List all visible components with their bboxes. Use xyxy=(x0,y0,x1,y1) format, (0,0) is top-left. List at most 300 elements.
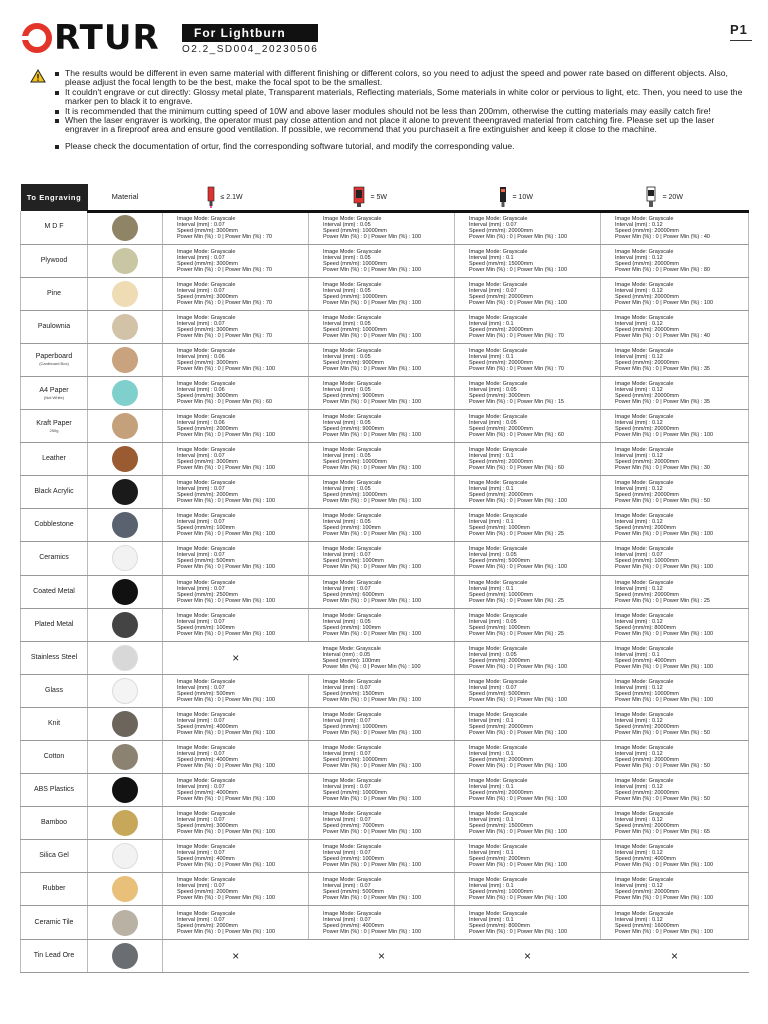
table-row xyxy=(21,509,749,542)
setting-line: Speed (mm/m): 2000mm xyxy=(177,492,238,499)
settings-cell xyxy=(455,840,601,873)
setting-line: Interval (mm) : 0.12 xyxy=(615,717,663,724)
setting-line: Speed (mm/m): 8000mm xyxy=(469,922,530,929)
setting-line: Interval (mm) : 0.12 xyxy=(615,817,663,824)
material-image-cell xyxy=(88,807,163,840)
setting-line: Speed (mm/m): 20000mm xyxy=(615,459,679,466)
setting-line: Image Mode: Grayscale xyxy=(323,447,382,454)
material-name-text: ABS Plastics xyxy=(33,786,75,794)
setting-line: Power Min (%) : 0 | Power Min (%) : 35 xyxy=(615,365,710,372)
setting-line: Speed (mm/m): 20000mm xyxy=(615,293,679,300)
setting-line: Interval (mm) : 0.07 xyxy=(177,552,225,559)
setting-line: Image Mode: Grayscale xyxy=(177,414,236,421)
setting-line: Power Min (%) : 0 | Power Min (%) : 100 xyxy=(323,465,422,472)
setting-line: Interval (mm) : 0.12 xyxy=(615,420,663,427)
settings-cell xyxy=(601,575,749,608)
setting-line: Power Min (%) : 0 | Power Min (%) : 70 xyxy=(469,365,564,372)
setting-line: Speed (mm/m): 20000mm xyxy=(615,326,679,333)
setting-line: Speed (mm/m): 2000mm xyxy=(177,426,238,433)
setting-line: Speed (mm/m): 3000mm xyxy=(177,326,238,333)
setting-line: Interval (mm) : 0.12 xyxy=(615,883,663,890)
setting-line: Power Min (%) : 0 | Power Min (%) : 100 xyxy=(323,332,422,339)
notes-section xyxy=(30,69,750,151)
setting-line: Image Mode: Grayscale xyxy=(177,711,236,718)
setting-line: Power Min (%) : 0 | Power Min (%) : 100 xyxy=(323,829,422,836)
setting-line: Power Min (%) : 0 | Power Min (%) : 100 xyxy=(469,564,568,571)
setting-line: Interval (mm) : 0.05 xyxy=(469,552,517,559)
table-row xyxy=(21,277,749,310)
material-image-cell xyxy=(88,840,163,873)
setting-line: Power Min (%) : 0 | Power Min (%) : 40 xyxy=(615,234,710,241)
setting-line: Speed (mm/m): 100mm xyxy=(323,624,381,631)
setting-line: Image Mode: Grayscale xyxy=(615,645,674,652)
col-header-power-4 xyxy=(601,184,749,211)
table-row xyxy=(21,410,749,443)
setting-line: Interval (mm) : 0.07 xyxy=(323,552,371,559)
setting-line: Image Mode: Grayscale xyxy=(469,281,528,288)
material-swatch xyxy=(112,446,138,472)
setting-line: Image Mode: Grayscale xyxy=(323,314,382,321)
material-name xyxy=(21,674,88,707)
setting-line: Interval (mm) : 0.07 xyxy=(469,222,517,229)
setting-line: Speed (mm/m): 3000mm xyxy=(177,228,238,235)
setting-line: Speed (mm/m): 100mm xyxy=(323,525,381,532)
not-supported-mark: × xyxy=(455,939,601,972)
setting-line: Image Mode: Grayscale xyxy=(615,579,674,586)
setting-line: Power Min (%) : 0 | Power Min (%) : 50 xyxy=(615,498,710,505)
setting-line: Interval (mm) : 0.06 xyxy=(177,353,225,360)
page-number-underline xyxy=(730,40,752,41)
material-image-cell xyxy=(88,277,163,310)
settings-cell xyxy=(309,277,455,310)
setting-line: Interval (mm) : 0.05 xyxy=(323,486,371,493)
setting-line: Image Mode: Grayscale xyxy=(615,711,674,718)
setting-line: Power Min (%) : 0 | Power Min (%) : 100 xyxy=(469,663,568,670)
setting-line: Interval (mm) : 0.12 xyxy=(615,916,663,923)
laser-module-icon xyxy=(207,186,215,208)
setting-line: Interval (mm) : 0.05 xyxy=(322,651,371,658)
setting-line: Interval (mm) : 0.07 xyxy=(177,751,225,758)
setting-line: Power Min (%) : 0 | Power Min (%) : 100 xyxy=(177,928,276,935)
setting-line: Interval (mm) : 0.12 xyxy=(615,784,663,791)
setting-line: Interval (mm) : 0.07 xyxy=(615,552,663,559)
setting-line: Power Min (%) : 0 | Power Min (%) : 100 xyxy=(469,299,568,306)
setting-line: Speed (mm/m): 10000mm xyxy=(323,228,387,235)
setting-line: Speed (mm/m): 20000mm xyxy=(615,492,679,499)
material-name-text: Cobblestone xyxy=(34,521,74,529)
setting-line: Image Mode: Grayscale xyxy=(177,513,236,520)
settings-cell xyxy=(309,608,455,641)
setting-line: Image Mode: Grayscale xyxy=(469,447,528,454)
table-row xyxy=(21,741,749,774)
setting-line: Power Min (%) : 0 | Power Min (%) : 70 xyxy=(177,234,272,241)
settings-cell xyxy=(163,674,309,707)
material-image-cell xyxy=(88,608,163,641)
material-image-cell xyxy=(88,376,163,409)
setting-line: Power Min (%) : 0 | Power Min (%) : 100 xyxy=(177,564,276,571)
material-name-text: Leather xyxy=(42,455,66,463)
logo-o-mark xyxy=(22,23,52,53)
setting-line: Image Mode: Grayscale xyxy=(615,778,674,785)
setting-line: Speed (mm/m): 20000mm xyxy=(615,757,679,764)
settings-cell xyxy=(601,410,749,443)
settings-cell xyxy=(601,774,749,807)
setting-line: Interval (mm) : 0.12 xyxy=(615,320,663,327)
not-supported-mark: × xyxy=(163,641,309,674)
material-name xyxy=(21,575,88,608)
setting-line: Power Min (%) : 0 | Power Min (%) : 40 xyxy=(615,332,710,339)
settings-cell xyxy=(455,906,601,939)
setting-line: Power Min (%) : 0 | Power Min (%) : 100 xyxy=(615,696,714,703)
material-swatch xyxy=(112,479,138,505)
setting-line: Interval (mm) : 0.07 xyxy=(323,585,371,592)
setting-line: Power Min (%) : 0 | Power Min (%) : 100 xyxy=(469,862,568,869)
settings-cell xyxy=(601,741,749,774)
setting-line: Image Mode: Grayscale xyxy=(469,645,528,652)
setting-line: Power Min (%) : 0 | Power Min (%) : 100 xyxy=(323,597,422,604)
setting-line: Image Mode: Grayscale xyxy=(469,844,528,851)
table-row xyxy=(21,542,749,575)
material-swatch xyxy=(112,876,138,902)
setting-line: Speed (mm/m): 20000mm xyxy=(615,591,679,598)
material-name xyxy=(21,542,88,575)
setting-line: Interval (mm) : 0.07 xyxy=(177,784,225,791)
settings-cell xyxy=(455,410,601,443)
settings-cell xyxy=(163,211,309,244)
setting-line: Power Min (%) : 0 | Power Min (%) : 100 xyxy=(615,663,714,670)
setting-line: Interval (mm) : 0.12 xyxy=(615,751,663,758)
setting-line: Image Mode: Grayscale xyxy=(323,248,382,255)
setting-line: Speed (mm/m): 15000mm xyxy=(469,260,533,267)
material-note: 250g xyxy=(49,427,59,433)
setting-line: Image Mode: Grayscale xyxy=(469,778,528,785)
setting-line: Power Min (%) : 0 | Power Min (%) : 25 xyxy=(615,597,710,604)
settings-cell xyxy=(309,774,455,807)
setting-line: Power Min (%) : 0 | Power Min (%) : 100 xyxy=(323,498,422,505)
setting-line: Image Mode: Grayscale xyxy=(615,811,674,818)
material-image-cell xyxy=(88,575,163,608)
setting-line: Power Min (%) : 0 | Power Min (%) : 100 xyxy=(615,299,714,306)
setting-line: Image Mode: Grayscale xyxy=(177,811,236,818)
setting-line: Speed (mm/m): 7000mm xyxy=(323,823,384,830)
setting-line: Interval (mm) : 0.07 xyxy=(177,287,225,294)
setting-line: Image Mode: Grayscale xyxy=(469,347,528,354)
setting-line: Speed (mm/m): 20000mm xyxy=(469,228,533,235)
setting-line: Image Mode: Grayscale xyxy=(177,745,236,752)
setting-line: Interval (mm) : 0.07 xyxy=(177,916,225,923)
setting-line: Image Mode: Grayscale xyxy=(177,248,236,255)
setting-line: Interval (mm) : 0.1 xyxy=(469,784,514,791)
setting-line: Image Mode: Grayscale xyxy=(469,480,528,487)
setting-line: Interval (mm) : 0.05 xyxy=(323,287,371,294)
setting-line: Interval (mm) : 0.1 xyxy=(469,519,514,526)
setting-line: Interval (mm) : 0.12 xyxy=(615,585,663,592)
setting-line: Speed (mm/m): 9000mm xyxy=(323,359,384,366)
table-row xyxy=(21,674,749,707)
setting-line: Image Mode: Grayscale xyxy=(323,678,382,685)
setting-line: Image Mode: Grayscale xyxy=(177,678,236,685)
setting-line: Interval (mm) : 0.1 xyxy=(469,453,514,460)
material-name xyxy=(21,509,88,542)
setting-line: Image Mode: Grayscale xyxy=(469,381,528,388)
settings-cell xyxy=(455,509,601,542)
material-image-cell xyxy=(88,674,163,707)
setting-line: Interval (mm) : 0.07 xyxy=(177,717,225,724)
setting-line: Image Mode: Grayscale xyxy=(177,844,236,851)
settings-cell xyxy=(163,509,309,542)
material-name xyxy=(21,277,88,310)
setting-line: Speed (mm/m): 100mm xyxy=(177,624,235,631)
material-image-cell xyxy=(88,211,163,244)
setting-line: Image Mode: Grayscale xyxy=(177,778,236,785)
setting-line: Power Min (%) : 0 | Power Min (%) : 25 xyxy=(469,630,564,637)
settings-cell xyxy=(163,244,309,277)
setting-line: Speed (mm/m): 9000mm xyxy=(323,426,384,433)
material-swatch xyxy=(112,545,138,571)
setting-line: Image Mode: Grayscale xyxy=(615,381,674,388)
setting-line: Image Mode: Grayscale xyxy=(469,579,528,586)
setting-line: Speed (mm/m): 4000mm xyxy=(177,723,238,730)
note-2: It couldn't engrave or cut directly: Glossy metal plate, Transparent materials, Reflecting materials, Some materials in white color or pervious to light, etc. Then, you need to use the marker pen to black it to engrave. xyxy=(30,88,750,107)
settings-cell xyxy=(601,641,749,674)
setting-line: Power Min (%) : 0 | Power Min (%) : 100 xyxy=(615,895,714,902)
setting-line: Power Min (%) : 0 | Power Min (%) : 50 xyxy=(615,729,710,736)
setting-line: Speed (mm/m): 4000mm xyxy=(615,856,676,863)
setting-line: Speed (mm/m): 10000mm xyxy=(323,326,387,333)
setting-line: Speed (mm/m): 20000mm xyxy=(615,393,679,400)
settings-cell xyxy=(163,873,309,906)
setting-line: Image Mode: Grayscale xyxy=(323,612,382,619)
setting-line: Speed (mm/m): 5000mm xyxy=(323,889,384,896)
setting-line: Power Min (%) : 0 | Power Min (%) : 100 xyxy=(177,531,276,538)
setting-line: Image Mode: Grayscale xyxy=(322,645,381,652)
setting-line: Image Mode: Grayscale xyxy=(323,546,382,553)
setting-line: Interval (mm) : 0.07 xyxy=(177,254,225,261)
setting-line: Image Mode: Grayscale xyxy=(469,314,528,321)
setting-line: Speed (mm/m): 20000mm xyxy=(469,790,533,797)
note-4: When the laser engraver is working, the operator must pay close attention and not place it alone to prevent theengraved material from catching fire. Please set up the laser engraver in a fireproof area and ensure good ventilation. If possible, we recommend that you purchaseit a fire extinguisher and keep it close to the machine. xyxy=(30,116,750,135)
material-name xyxy=(21,244,88,277)
setting-line: Speed (mm/m): 500mm xyxy=(177,690,235,697)
setting-line: Power Min (%) : 0 | Power Min (%) : 100 xyxy=(615,531,714,538)
setting-line: Image Mode: Grayscale xyxy=(469,248,528,255)
material-image-cell xyxy=(88,542,163,575)
material-name-text: Knit xyxy=(47,719,61,727)
setting-line: Speed (mm/m): 20000mm xyxy=(469,293,533,300)
settings-cell xyxy=(163,575,309,608)
settings-cell xyxy=(163,476,309,509)
setting-line: Power Min (%) : 0 | Power Min (%) : 100 xyxy=(323,630,422,637)
material-name-text: Ceramics xyxy=(39,554,69,562)
setting-line: Power Min (%) : 0 | Power Min (%) : 100 xyxy=(469,829,568,836)
setting-line: Image Mode: Grayscale xyxy=(615,216,674,223)
setting-line: Speed (mm/m): 9000mm xyxy=(323,393,384,400)
setting-line: Speed (mm/m): 2000mm xyxy=(177,922,238,929)
setting-line: Speed (mm/m): 10000mm xyxy=(615,690,679,697)
settings-cell xyxy=(601,906,749,939)
setting-line: Power Min (%) : 0 | Power Min (%) : 100 xyxy=(177,597,276,604)
setting-line: Interval (mm) : 0.05 xyxy=(323,320,371,327)
laser-module-icon xyxy=(645,186,657,208)
setting-line: Power Min (%) : 0 | Power Min (%) : 100 xyxy=(177,498,276,505)
laser-module-icon xyxy=(353,186,365,208)
setting-line: Interval (mm) : 0.07 xyxy=(177,320,225,327)
material-swatch xyxy=(112,248,138,274)
setting-line: Speed (mm/m): 20000mm xyxy=(469,492,533,499)
setting-line: Speed (mm/m): 5000mm xyxy=(469,690,530,697)
setting-line: Image Mode: Grayscale xyxy=(469,546,528,553)
setting-line: Interval (mm) : 0.1 xyxy=(469,320,514,327)
setting-line: Image Mode: Grayscale xyxy=(615,546,674,553)
material-name-text: Tin Lead Ore xyxy=(33,951,75,959)
table-header-row xyxy=(21,184,749,211)
settings-cell xyxy=(601,476,749,509)
setting-line: Speed (mm/m): 20000mm xyxy=(615,790,679,797)
setting-line: Image Mode: Grayscale xyxy=(615,910,674,917)
setting-line: Power Min (%) : 0 | Power Min (%) : 70 xyxy=(469,332,564,339)
settings-cell xyxy=(163,608,309,641)
settings-cell xyxy=(163,277,309,310)
setting-line: Image Mode: Grayscale xyxy=(323,414,382,421)
setting-line: Power Min (%) : 0 | Power Min (%) : 65 xyxy=(615,829,710,836)
material-name xyxy=(21,211,88,244)
settings-cell xyxy=(455,873,601,906)
setting-line: Speed (mm/m): 20000mm xyxy=(615,426,679,433)
settings-cell xyxy=(601,608,749,641)
setting-line: Power Min (%) : 0 | Power Min (%) : 100 xyxy=(323,299,422,306)
setting-line: Interval (mm) : 0.07 xyxy=(469,684,517,691)
material-image-cell xyxy=(88,509,163,542)
settings-cell xyxy=(455,211,601,244)
setting-line: Power Min (%) : 0 | Power Min (%) : 100 xyxy=(177,630,276,637)
material-note: (Not White) xyxy=(43,394,65,400)
setting-line: Power Min (%) : 0 | Power Min (%) : 100 xyxy=(469,696,568,703)
material-name xyxy=(21,608,88,641)
material-name xyxy=(21,774,88,807)
setting-line: Image Mode: Grayscale xyxy=(177,314,236,321)
setting-line: Interval (mm) : 0.05 xyxy=(469,651,517,658)
setting-line: Image Mode: Grayscale xyxy=(323,745,382,752)
setting-line: Interval (mm) : 0.1 xyxy=(469,486,514,493)
settings-cell xyxy=(163,343,309,376)
setting-line: Interval (mm) : 0.1 xyxy=(469,850,514,857)
material-swatch xyxy=(112,281,138,307)
setting-line: Image Mode: Grayscale xyxy=(615,745,674,752)
material-swatch xyxy=(112,645,138,671)
settings-cell xyxy=(455,774,601,807)
settings-cell xyxy=(601,310,749,343)
material-name-text: Paperboard xyxy=(35,353,73,361)
material-image-cell xyxy=(88,774,163,807)
material-image-cell xyxy=(88,310,163,343)
setting-line: Speed (mm/m): 15000mm xyxy=(469,823,533,830)
setting-line: Speed (mm/m): 20000mm xyxy=(469,723,533,730)
material-swatch xyxy=(112,612,138,638)
power-label-3: = 10W xyxy=(512,193,533,201)
settings-cell xyxy=(601,211,749,244)
setting-line: Image Mode: Grayscale xyxy=(323,347,382,354)
setting-line: Power Min (%) : 0 | Power Min (%) : 60 xyxy=(469,465,564,472)
setting-line: Speed (mm/m): 2000mm xyxy=(469,856,530,863)
material-name-text: Ceramic Tile xyxy=(34,918,74,926)
settings-cell xyxy=(309,376,455,409)
settings-cell xyxy=(163,807,309,840)
material-swatch xyxy=(112,678,138,704)
setting-line: Speed (mm/m): 100mm xyxy=(322,657,381,664)
table-row xyxy=(21,707,749,740)
setting-line: Interval (mm) : 0.07 xyxy=(323,817,371,824)
setting-line: Interval (mm) : 0.1 xyxy=(615,651,660,658)
setting-line: Speed (mm/m): 3000mm xyxy=(177,823,238,830)
setting-line: Image Mode: Grayscale xyxy=(615,877,674,884)
setting-line: Power Min (%) : 0 | Power Min (%) : 100 xyxy=(469,234,568,241)
material-name xyxy=(21,310,88,343)
logo-text: RTUR xyxy=(54,18,160,58)
setting-line: Interval (mm) : 0.12 xyxy=(615,353,663,360)
setting-line: Speed (mm/m): 10000mm xyxy=(323,790,387,797)
setting-line: Image Mode: Grayscale xyxy=(615,678,674,685)
settings-cell xyxy=(455,641,601,674)
setting-line: Interval (mm) : 0.07 xyxy=(323,850,371,857)
setting-line: Interval (mm) : 0.07 xyxy=(177,883,225,890)
setting-line: Power Min (%) : 0 | Power Min (%) : 100 xyxy=(323,266,422,273)
setting-line: Power Min (%) : 0 | Power Min (%) : 100 xyxy=(469,796,568,803)
table-row xyxy=(21,774,749,807)
setting-line: Interval (mm) : 0.05 xyxy=(323,353,371,360)
setting-line: Speed (mm/m): 10000mm xyxy=(323,492,387,499)
setting-line: Interval (mm) : 0.12 xyxy=(615,387,663,394)
setting-line: Image Mode: Grayscale xyxy=(615,513,674,520)
setting-line: Power Min (%) : 0 | Power Min (%) : 100 xyxy=(469,895,568,902)
setting-line: Interval (mm) : 0.05 xyxy=(469,387,517,394)
settings-cell xyxy=(601,674,749,707)
setting-line: Interval (mm) : 0.05 xyxy=(323,254,371,261)
setting-line: Interval (mm) : 0.05 xyxy=(323,222,371,229)
setting-line: Image Mode: Grayscale xyxy=(323,844,382,851)
note-3: It is recommended that the minimum cutting speed of 10W and above laser modules should not be less than 200mm, otherwise the cutting materials may easily catch fire! xyxy=(30,107,750,116)
material-name xyxy=(21,707,88,740)
setting-line: Speed (mm/m): 20000mm xyxy=(469,426,533,433)
power-label-4: = 20W xyxy=(662,193,683,201)
material-name-text: Glass xyxy=(45,686,63,694)
setting-line: Image Mode: Grayscale xyxy=(469,877,528,884)
setting-line: Interval (mm) : 0.12 xyxy=(615,453,663,460)
setting-line: Speed (mm/m): 20000mm xyxy=(615,823,679,830)
material-name xyxy=(21,873,88,906)
setting-line: Speed (mm/m): 100mm xyxy=(177,525,235,532)
settings-cell xyxy=(163,774,309,807)
setting-line: Interval (mm) : 0.1 xyxy=(469,717,514,724)
material-name-text: Coated Metal xyxy=(33,587,75,595)
setting-line: Interval (mm) : 0.06 xyxy=(177,387,225,394)
material-name xyxy=(21,343,88,376)
settings-cell xyxy=(601,509,749,542)
table-row xyxy=(21,211,749,244)
setting-line: Speed (mm/m): 20000mm xyxy=(615,359,679,366)
setting-line: Interval (mm) : 0.07 xyxy=(177,486,225,493)
material-name xyxy=(21,443,88,476)
setting-line: Interval (mm) : 0.07 xyxy=(323,784,371,791)
settings-cell xyxy=(455,310,601,343)
setting-line: Interval (mm) : 0.07 xyxy=(323,751,371,758)
settings-cell xyxy=(309,443,455,476)
setting-line: Interval (mm) : 0.07 xyxy=(323,717,371,724)
settings-cell xyxy=(309,244,455,277)
col-header-to-engraving: To Engraving xyxy=(21,184,88,211)
setting-line: Power Min (%) : 0 | Power Min (%) : 100 xyxy=(323,432,422,439)
material-name xyxy=(21,939,88,972)
material-name-text: M D F xyxy=(44,223,64,231)
